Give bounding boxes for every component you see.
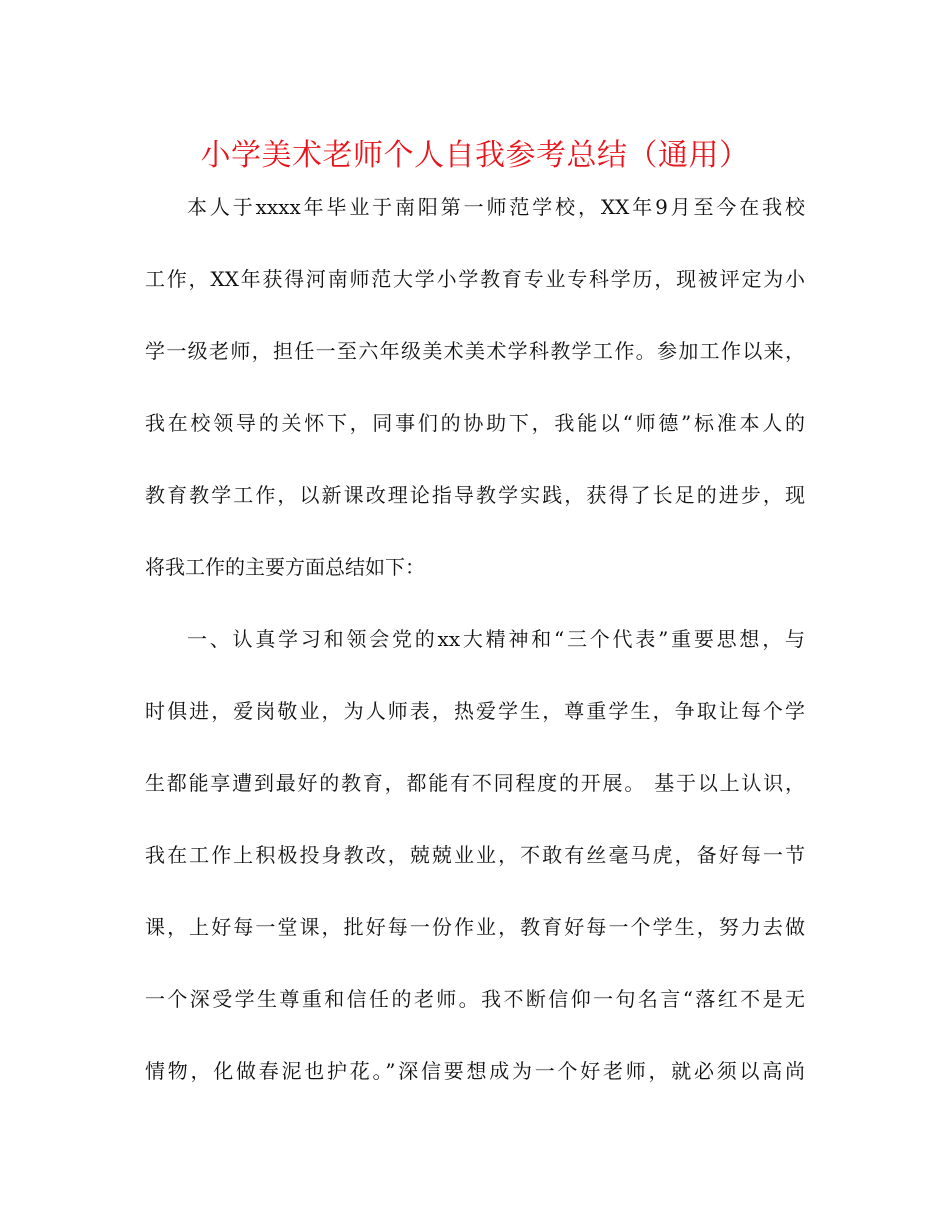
paragraph-line: 学一级老师，担任一至六年级美术美术学科教学工作。参加工作以来， bbox=[145, 339, 805, 363]
paragraph-line: 我在校领导的关怀下，同事们的协助下，我能以“师德”标准本人的 bbox=[145, 411, 805, 435]
paragraph-line: 一、认真学习和领会党的xx大精神和“三个代表”重要思想，与 bbox=[187, 627, 805, 651]
paragraph-line: 课，上好每一堂课，批好每一份作业，教育好每一个学生，努力去做 bbox=[145, 915, 805, 939]
paragraph-line: 将我工作的主要方面总结如下： bbox=[145, 555, 425, 579]
paragraph-line: 情物，化做春泥也护花。”深信要想成为一个好老师，就必须以高尚 bbox=[145, 1059, 805, 1083]
paragraph-line: 本人于xxxx年毕业于南阳第一师范学校，XX年9月至今在我校 bbox=[187, 195, 805, 219]
paragraph-line: 一个深受学生尊重和信任的老师。我不断信仰一句名言“落红不是无 bbox=[145, 987, 805, 1011]
paragraph-line: 生都能享遭到最好的教育，都能有不同程度的开展。 基于以上认识， bbox=[145, 771, 805, 795]
paragraph-line: 时俱进，爱岗敬业，为人师表，热爱学生，尊重学生，争取让每个学 bbox=[145, 699, 805, 723]
paragraph-line: 教育教学工作，以新课改理论指导教学实践，获得了长足的进步，现 bbox=[145, 483, 805, 507]
document-title: 小学美术老师个人自我参考总结（通用） bbox=[200, 138, 750, 173]
paragraph-line: 工作，XX年获得河南师范大学小学教育专业专科学历，现被评定为小 bbox=[145, 267, 805, 291]
paragraph-line: 我在工作上积极投身教改，兢兢业业，不敢有丝毫马虎，备好每一节 bbox=[145, 843, 805, 867]
